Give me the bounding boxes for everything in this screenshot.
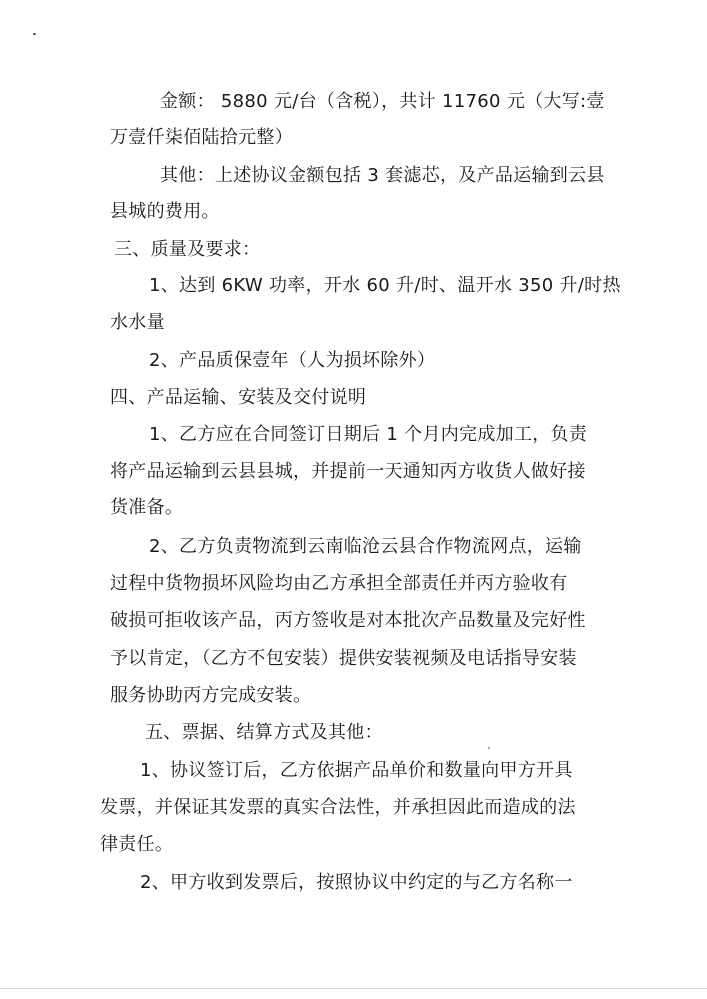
quality-item-1-cont: 水水量 [110,312,165,333]
other-line: 其他：上述协议金额包括 3 套滤芯，及产品运输到云县 [160,165,605,186]
invoice-item-1-cont: 律责任。 [100,834,174,855]
other-line-cont: 县城的费用。 [110,201,220,222]
delivery-item-1-cont: 货准备。 [110,497,184,518]
scan-speck [33,33,36,35]
delivery-item-2-cont: 破损可拒收该产品，丙方签收是对本批次产品数量及完好性 [110,610,586,631]
delivery-item-1-cont: 将产品运输到云县县城，并提前一天通知丙方收货人做好接 [110,461,586,482]
section-heading-invoice: 五、票据、结算方式及其他： [145,722,383,743]
delivery-item-2-cont: 服务协助丙方完成安装。 [110,685,312,706]
delivery-item-2-cont: 予以肯定，（乙方不包安装）提供安装视频及电话指导安装 [110,648,577,669]
invoice-item-1-cont: 发票，并保证其发票的真实合法性，并承担因此而造成的法 [100,797,576,818]
section-heading-quality: 三、质量及要求： [114,239,261,260]
delivery-item-2-cont: 过程中货物损坏风险均由乙方承担全部责任并丙方验收有 [110,573,568,594]
delivery-item-2: 2、乙方负责物流到云南临沧云县合作物流网点，运输 [149,536,582,557]
scan-edge [0,988,707,989]
quality-item-2: 2、产品质保壹年（人为损坏除外） [149,350,436,371]
delivery-item-1: 1、乙方应在合同签订日期后 1 个月内完成加工，负责 [149,424,588,445]
section-heading-delivery: 四、产品运输、安装及交付说明 [110,387,367,408]
quality-item-1: 1、达到 6KW 功率，开水 60 升/时、温开水 350 升/时热 [149,275,621,296]
invoice-item-2: 2、甲方收到发票后，按照协议中约定的与乙方名称一 [140,872,573,893]
amount-capital-line: 万壹仟柒佰陆拾元整） [110,127,293,148]
amount-line: 金额： 5880 元/台（含税），共计 11760 元（大写:壹 [160,91,605,112]
invoice-item-1: 1、协议签订后，乙方依据产品单价和数量向甲方开具 [140,760,573,781]
scan-speck [488,747,490,749]
